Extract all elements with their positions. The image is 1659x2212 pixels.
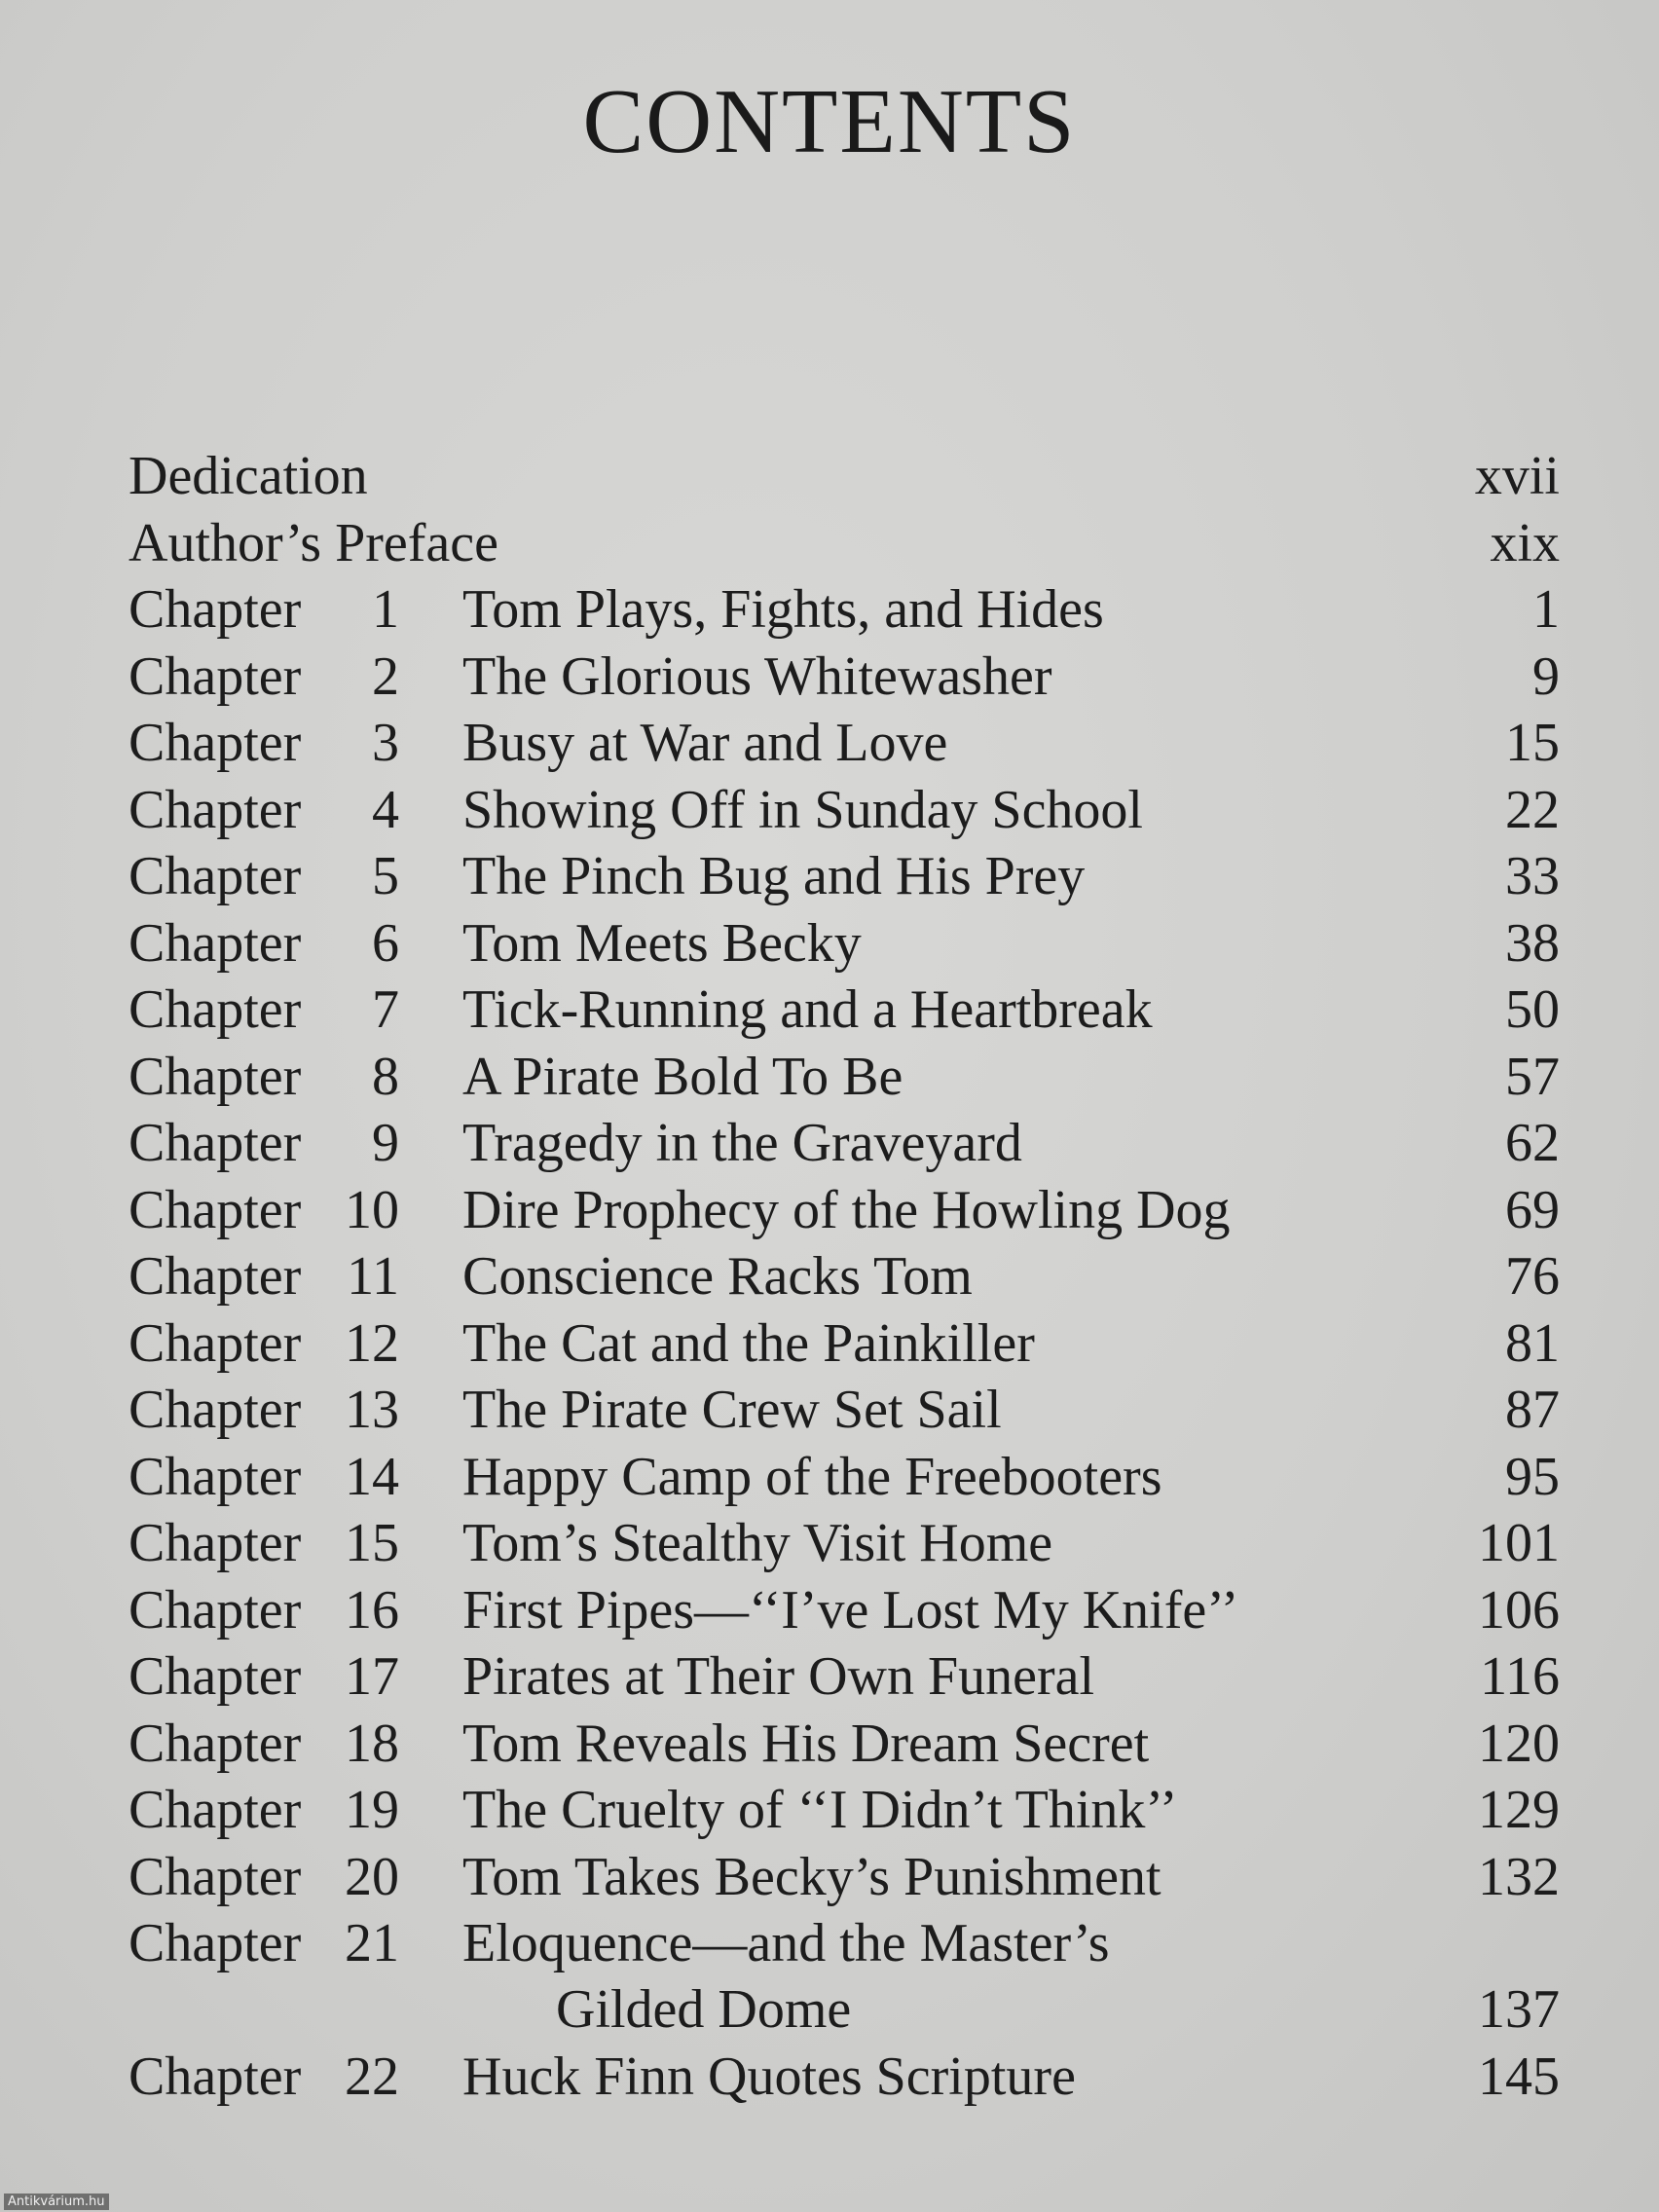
chapter-title: Tom Plays, Fights, and Hides [462,579,1104,640]
chapter-title: Conscience Racks Tom [462,1246,973,1307]
chapter-title: A Pirate Bold To Be [462,1046,903,1107]
chapter-number: 16 [345,1579,399,1641]
chapter-number: 11 [347,1246,399,1307]
chapter-label: Chapter [129,1713,302,1774]
chapter-title: The Glorious Whitewasher [462,645,1052,707]
chapter-label: Chapter [129,713,302,773]
chapter-label: Chapter [129,979,302,1040]
chapter-number: 6 [372,912,399,974]
page-number: 76 [1505,1246,1560,1307]
chapter-number: 22 [345,2046,399,2107]
chapter-label: Chapter [129,846,302,906]
page-number: 106 [1478,1579,1560,1641]
chapter-label: Chapter [129,1446,302,1507]
chapter-label: Chapter [129,1513,302,1573]
toc-row-chapter-4 [129,777,1560,844]
chapter-number: 1 [372,579,399,640]
page-number: 145 [1478,2046,1560,2107]
page-title: CONTENTS [582,71,1077,172]
page-number: 22 [1505,779,1560,840]
page-number: xix [1490,512,1560,573]
page-number: 132 [1478,1846,1560,1907]
toc-row-chapter-18 [129,1711,1560,1778]
chapter-label: Chapter [129,1246,302,1307]
chapter-number: 20 [345,1846,399,1907]
page-number: 33 [1505,846,1560,906]
chapter-title: Tom Meets Becky [462,912,862,974]
toc-row-chapter-15 [129,1510,1560,1577]
chapter-label: Chapter [129,579,302,640]
toc-row-preface [129,510,1560,577]
toc-row-chapter-13 [129,1377,1560,1444]
page-number: 38 [1505,912,1560,974]
chapter-title: The Pirate Crew Set Sail [462,1380,1002,1440]
toc-row-chapter-5 [129,843,1560,910]
toc-row-chapter-22 [129,2044,1560,2111]
chapter-number: 19 [345,1780,399,1840]
chapter-label: Chapter [129,1046,302,1107]
page-number: 50 [1505,979,1560,1040]
chapter-number: 21 [345,1913,399,1973]
chapter-title: The Pinch Bug and His Prey [462,846,1086,906]
toc-row-dedication [129,443,1560,510]
chapter-label: Chapter [129,1780,302,1840]
watermark-text: Antikvárium.hu [4,2194,109,2210]
toc-row-chapter-1 [129,576,1560,644]
chapter-label: Chapter [129,1646,302,1707]
page-number: 62 [1505,1113,1560,1173]
chapter-title: The Cruelty of ‘‘I Didn’t Think’’ [462,1780,1178,1840]
toc-row-chapter-12 [129,1310,1560,1378]
chapter-title: The Cat and the Painkiller [462,1312,1035,1374]
chapter-number: 8 [372,1046,399,1107]
chapter-number: 2 [372,645,399,707]
table-of-contents [129,443,1560,2111]
chapter-title: Tick-Running and a Heartbreak [462,979,1153,1040]
chapter-label: Chapter [129,912,302,974]
toc-row-chapter-14 [129,1444,1560,1511]
toc-row-chapter-3 [129,710,1560,777]
toc-row-chapter-9 [129,1110,1560,1177]
chapter-number: 5 [372,846,399,906]
page-number: 9 [1532,645,1560,707]
page-number: 137 [1478,1979,1560,2040]
chapter-title: Tom’s Stealthy Visit Home [462,1513,1053,1573]
chapter-title: Tom Takes Becky’s Punishment [462,1846,1161,1907]
toc-row-chapter-11 [129,1243,1560,1310]
chapter-title: Showing Off in Sunday School [462,779,1143,840]
front-matter-label: Dedication [129,446,368,506]
chapter-number: 10 [345,1179,399,1240]
chapter-title: Busy at War and Love [462,713,948,773]
chapter-number: 15 [345,1513,399,1573]
page-number: 120 [1478,1713,1560,1774]
toc-row-chapter-10 [129,1177,1560,1244]
chapter-number: 4 [372,779,399,840]
toc-row-chapter-7 [129,977,1560,1044]
chapter-label: Chapter [129,779,302,840]
chapter-title [462,1910,1110,2043]
page-number: 57 [1505,1046,1560,1107]
chapter-label: Chapter [129,645,302,707]
page-number: 15 [1505,713,1560,773]
page-number: 81 [1505,1312,1560,1374]
chapter-title: Happy Camp of the Freebooters [462,1446,1162,1507]
toc-row-chapter-2 [129,644,1560,711]
chapter-number: 13 [345,1380,399,1440]
chapter-number: 9 [372,1113,399,1173]
page-number: xvii [1474,446,1560,506]
toc-row-chapter-16 [129,1577,1560,1644]
page-number: 116 [1480,1646,1560,1707]
chapter-title-line-2: Gilded Dome [556,1979,852,2040]
chapter-label: Chapter [129,1179,302,1240]
chapter-label: Chapter [129,1312,302,1374]
chapter-label: Chapter [129,1579,302,1641]
page-number: 87 [1505,1380,1560,1440]
page-number: 69 [1505,1179,1560,1240]
front-matter-label: Author’s Preface [129,512,498,573]
toc-row-chapter-20 [129,1844,1560,1911]
chapter-label: Chapter [129,1846,302,1907]
chapter-title: First Pipes—‘‘I’ve Lost My Knife’’ [462,1579,1239,1641]
chapter-number: 18 [345,1713,399,1774]
chapter-title: Tom Reveals His Dream Secret [462,1713,1150,1774]
chapter-number: 12 [345,1312,399,1374]
chapter-label: Chapter [129,1113,302,1173]
toc-row-chapter-8 [129,1044,1560,1111]
page-number: 1 [1532,579,1560,640]
chapter-number: 17 [345,1646,399,1707]
chapter-label: Chapter [129,1913,302,1973]
chapter-title-line-1: Eloquence—and the Master’s [462,1913,1110,1973]
chapter-number: 14 [345,1446,399,1507]
toc-row-chapter-17 [129,1643,1560,1711]
chapter-label: Chapter [129,1380,302,1440]
page-number: 129 [1478,1780,1560,1840]
chapter-number: 3 [372,713,399,773]
toc-row-chapter-21 [129,1910,1560,2044]
page-number: 95 [1505,1446,1560,1507]
chapter-title: Tragedy in the Graveyard [462,1113,1022,1173]
toc-row-chapter-19 [129,1777,1560,1844]
chapter-label: Chapter [129,2046,302,2107]
chapter-title: Pirates at Their Own Funeral [462,1646,1095,1707]
chapter-title: Dire Prophecy of the Howling Dog [462,1179,1231,1240]
page-number: 101 [1478,1513,1560,1573]
chapter-title: Huck Finn Quotes Scripture [462,2046,1076,2107]
chapter-number: 7 [372,979,399,1040]
toc-row-chapter-6 [129,910,1560,977]
